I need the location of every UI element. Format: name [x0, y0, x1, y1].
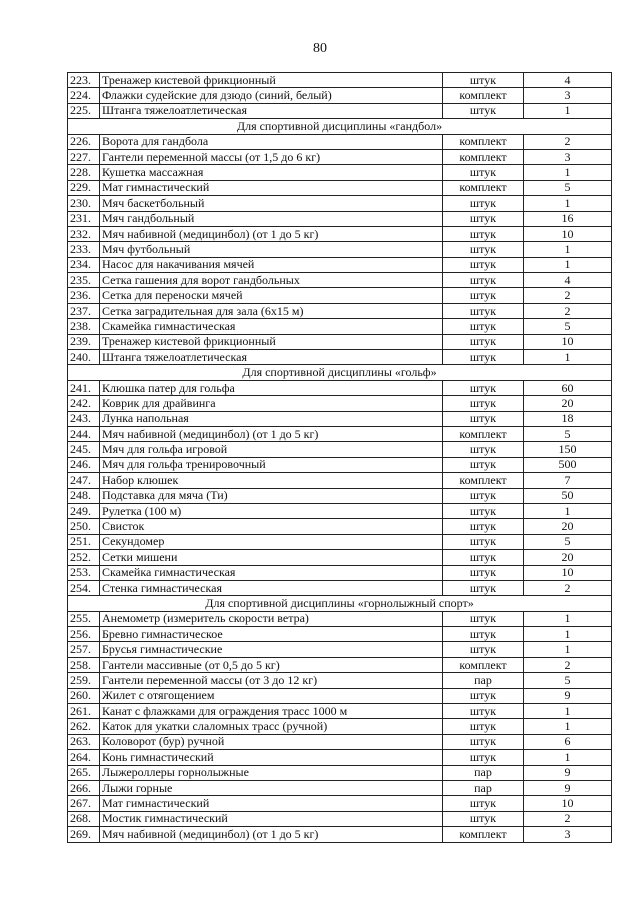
item-unit: штук	[443, 334, 524, 349]
table-row	[68, 457, 612, 472]
item-unit: штук	[443, 288, 524, 303]
item-name: Мяч гандбольный	[100, 211, 443, 226]
item-number: 250.	[68, 519, 100, 534]
item-name: Гантели массивные (от 0,5 до 5 кг)	[100, 657, 443, 672]
item-quantity: 1	[524, 750, 612, 765]
item-quantity: 5	[524, 673, 612, 688]
item-number: 267.	[68, 796, 100, 811]
item-number: 266.	[68, 780, 100, 795]
item-number: 225.	[68, 103, 100, 118]
section-title: Для спортивной дисциплины «горнолыжный спорт»	[68, 596, 612, 611]
item-quantity: 2	[524, 580, 612, 595]
item-name: Коловорот (бур) ручной	[100, 734, 443, 749]
table-row	[68, 611, 612, 626]
item-number: 224.	[68, 88, 100, 103]
item-number: 232.	[68, 226, 100, 241]
item-name: Анемометр (измеритель скорости ветра)	[100, 611, 443, 626]
item-name: Секундомер	[100, 534, 443, 549]
item-quantity: 60	[524, 380, 612, 395]
item-number: 223.	[68, 73, 100, 88]
table-row	[68, 534, 612, 549]
item-name: Жилет с отягощением	[100, 688, 443, 703]
item-quantity: 1	[524, 242, 612, 257]
section-title: Для спортивной дисциплины «гандбол»	[68, 119, 612, 134]
item-unit: комплект	[443, 426, 524, 441]
table-row	[68, 488, 612, 503]
item-quantity: 3	[524, 149, 612, 164]
item-unit: штук	[443, 242, 524, 257]
item-number: 229.	[68, 180, 100, 195]
item-unit: штук	[443, 319, 524, 334]
item-unit: штук	[443, 273, 524, 288]
item-number: 245.	[68, 442, 100, 457]
item-number: 263.	[68, 734, 100, 749]
item-quantity: 1	[524, 165, 612, 180]
item-number: 268.	[68, 811, 100, 826]
table-row	[68, 426, 612, 441]
item-quantity: 18	[524, 411, 612, 426]
item-name: Штанга тяжелоатлетическая	[100, 350, 443, 365]
item-quantity: 10	[524, 226, 612, 241]
item-number: 261.	[68, 704, 100, 719]
item-unit: штук	[443, 211, 524, 226]
item-unit: штук	[443, 627, 524, 642]
item-unit: штук	[443, 226, 524, 241]
item-number: 244.	[68, 426, 100, 441]
item-number: 237.	[68, 303, 100, 318]
item-number: 231.	[68, 211, 100, 226]
item-name: Тренажер кистевой фрикционный	[100, 73, 443, 88]
item-quantity: 5	[524, 180, 612, 195]
item-name: Конь гимнастический	[100, 750, 443, 765]
item-name: Скамейка гимнастическая	[100, 565, 443, 580]
table-row	[68, 350, 612, 365]
item-number: 258.	[68, 657, 100, 672]
item-name: Гантели переменной массы (от 1,5 до 6 кг)	[100, 149, 443, 164]
item-quantity: 2	[524, 303, 612, 318]
item-unit: пар	[443, 780, 524, 795]
item-quantity: 1	[524, 704, 612, 719]
table-row	[68, 442, 612, 457]
item-quantity: 150	[524, 442, 612, 457]
table-row	[68, 103, 612, 118]
item-quantity: 2	[524, 811, 612, 826]
item-quantity: 2	[524, 134, 612, 149]
table-row	[68, 750, 612, 765]
item-unit: штук	[443, 519, 524, 534]
table-row	[68, 134, 612, 149]
item-number: 265.	[68, 765, 100, 780]
item-quantity: 20	[524, 550, 612, 565]
item-unit: штук	[443, 734, 524, 749]
item-number: 226.	[68, 134, 100, 149]
item-name: Сетка для переноски мячей	[100, 288, 443, 303]
section-title: Для спортивной дисциплины «гольф»	[68, 365, 612, 380]
item-number: 262.	[68, 719, 100, 734]
item-name: Коврик для драйвинга	[100, 396, 443, 411]
table-row	[68, 627, 612, 642]
item-quantity: 1	[524, 611, 612, 626]
table-row	[68, 242, 612, 257]
item-number: 233.	[68, 242, 100, 257]
equipment-table	[67, 72, 612, 843]
item-unit: пар	[443, 765, 524, 780]
item-quantity: 1	[524, 627, 612, 642]
item-number: 257.	[68, 642, 100, 657]
table-row	[68, 811, 612, 826]
item-number: 235.	[68, 273, 100, 288]
item-name: Рулетка (100 м)	[100, 503, 443, 518]
item-name: Насос для накачивания мячей	[100, 257, 443, 272]
item-name: Клюшка патер для гольфа	[100, 380, 443, 395]
item-number: 255.	[68, 611, 100, 626]
item-number: 249.	[68, 503, 100, 518]
item-unit: штук	[443, 750, 524, 765]
table-row	[68, 503, 612, 518]
item-unit: штук	[443, 165, 524, 180]
item-number: 236.	[68, 288, 100, 303]
table-row	[68, 273, 612, 288]
item-unit: штук	[443, 396, 524, 411]
item-number: 269.	[68, 827, 100, 842]
item-unit: штук	[443, 811, 524, 826]
item-quantity: 9	[524, 688, 612, 703]
item-name: Каток для укатки слаломных трасс (ручной)	[100, 719, 443, 734]
table-row	[68, 550, 612, 565]
item-quantity: 4	[524, 73, 612, 88]
item-unit: штук	[443, 457, 524, 472]
table-row	[68, 734, 612, 749]
section-header-row	[68, 365, 612, 380]
item-name: Лыжероллеры горнолыжные	[100, 765, 443, 780]
item-unit: штук	[443, 719, 524, 734]
item-name: Лунка напольная	[100, 411, 443, 426]
item-name: Ворота для гандбола	[100, 134, 443, 149]
item-number: 227.	[68, 149, 100, 164]
item-quantity: 6	[524, 734, 612, 749]
table-row	[68, 288, 612, 303]
item-unit: штук	[443, 103, 524, 118]
item-quantity: 9	[524, 780, 612, 795]
item-name: Бревно гимнастическое	[100, 627, 443, 642]
table-row	[68, 334, 612, 349]
item-quantity: 5	[524, 534, 612, 549]
table-row	[68, 657, 612, 672]
item-name: Скамейка гимнастическая	[100, 319, 443, 334]
item-quantity: 1	[524, 503, 612, 518]
table-row	[68, 688, 612, 703]
item-name: Лыжи горные	[100, 780, 443, 795]
page-number: 80	[313, 41, 327, 56]
table-row	[68, 257, 612, 272]
item-number: 241.	[68, 380, 100, 395]
item-quantity: 500	[524, 457, 612, 472]
item-quantity: 20	[524, 396, 612, 411]
item-quantity: 5	[524, 426, 612, 441]
item-quantity: 1	[524, 719, 612, 734]
item-name: Мяч для гольфа тренировочный	[100, 457, 443, 472]
item-quantity: 10	[524, 565, 612, 580]
table-row	[68, 411, 612, 426]
table-row	[68, 565, 612, 580]
item-number: 247.	[68, 473, 100, 488]
table-row	[68, 473, 612, 488]
table-row	[68, 673, 612, 688]
table-row	[68, 149, 612, 164]
item-unit: комплект	[443, 149, 524, 164]
table-row	[68, 73, 612, 88]
table-row	[68, 303, 612, 318]
item-quantity: 10	[524, 796, 612, 811]
item-unit: пар	[443, 673, 524, 688]
item-quantity: 1	[524, 103, 612, 118]
item-unit: штук	[443, 350, 524, 365]
item-name: Тренажер кистевой фрикционный	[100, 334, 443, 349]
item-unit: штук	[443, 196, 524, 211]
section-header-row	[68, 596, 612, 611]
item-unit: комплект	[443, 88, 524, 103]
item-quantity: 1	[524, 350, 612, 365]
item-unit: комплект	[443, 180, 524, 195]
item-quantity: 7	[524, 473, 612, 488]
item-number: 252.	[68, 550, 100, 565]
item-unit: штук	[443, 550, 524, 565]
item-name: Мяч для гольфа игровой	[100, 442, 443, 457]
item-name: Подставка для мяча (Ти)	[100, 488, 443, 503]
item-unit: штук	[443, 611, 524, 626]
item-quantity: 9	[524, 765, 612, 780]
item-name: Сетка гашения для ворот гандбольных	[100, 273, 443, 288]
item-quantity: 10	[524, 334, 612, 349]
item-quantity: 5	[524, 319, 612, 334]
table-row	[68, 580, 612, 595]
item-quantity: 4	[524, 273, 612, 288]
item-unit: штук	[443, 73, 524, 88]
table-row	[68, 780, 612, 795]
item-name: Стенка гимнастическая	[100, 580, 443, 595]
item-unit: штук	[443, 503, 524, 518]
item-unit: штук	[443, 411, 524, 426]
item-unit: штук	[443, 303, 524, 318]
table-row	[68, 380, 612, 395]
item-number: 254.	[68, 580, 100, 595]
item-number: 230.	[68, 196, 100, 211]
item-quantity: 2	[524, 657, 612, 672]
item-number: 248.	[68, 488, 100, 503]
item-quantity: 3	[524, 88, 612, 103]
item-number: 256.	[68, 627, 100, 642]
item-unit: комплект	[443, 134, 524, 149]
item-unit: штук	[443, 580, 524, 595]
item-number: 242.	[68, 396, 100, 411]
equipment-table-body	[68, 73, 612, 843]
item-quantity: 2	[524, 288, 612, 303]
table-row	[68, 796, 612, 811]
item-name: Мяч набивной (медицинбол) (от 1 до 5 кг)	[100, 827, 443, 842]
item-name: Мяч набивной (медицинбол) (от 1 до 5 кг)	[100, 226, 443, 241]
table-row	[68, 642, 612, 657]
item-name: Штанга тяжелоатлетическая	[100, 103, 443, 118]
table-row	[68, 827, 612, 842]
table-row	[68, 211, 612, 226]
item-unit: комплект	[443, 657, 524, 672]
table-row	[68, 519, 612, 534]
item-name: Канат с флажками для ограждения трасс 1000 м	[100, 704, 443, 719]
item-unit: штук	[443, 796, 524, 811]
item-name: Мяч баскетбольный	[100, 196, 443, 211]
table-row	[68, 765, 612, 780]
item-name: Набор клюшек	[100, 473, 443, 488]
table-row	[68, 196, 612, 211]
item-number: 259.	[68, 673, 100, 688]
item-number: 238.	[68, 319, 100, 334]
item-quantity: 1	[524, 196, 612, 211]
item-unit: штук	[443, 642, 524, 657]
item-unit: штук	[443, 565, 524, 580]
item-number: 251.	[68, 534, 100, 549]
table-row	[68, 226, 612, 241]
item-name: Сетки мишени	[100, 550, 443, 565]
item-unit: штук	[443, 488, 524, 503]
table-row	[68, 180, 612, 195]
item-number: 253.	[68, 565, 100, 580]
table-row	[68, 319, 612, 334]
item-number: 228.	[68, 165, 100, 180]
table-row	[68, 165, 612, 180]
item-unit: штук	[443, 534, 524, 549]
item-quantity: 50	[524, 488, 612, 503]
table-row	[68, 704, 612, 719]
item-name: Свисток	[100, 519, 443, 534]
item-unit: штук	[443, 688, 524, 703]
item-unit: штук	[443, 380, 524, 395]
item-name: Гантели переменной массы (от 3 до 12 кг)	[100, 673, 443, 688]
item-unit: комплект	[443, 827, 524, 842]
table-row	[68, 396, 612, 411]
item-name: Кушетка массажная	[100, 165, 443, 180]
item-name: Мяч футбольный	[100, 242, 443, 257]
item-name: Брусья гимнастические	[100, 642, 443, 657]
item-quantity: 16	[524, 211, 612, 226]
item-number: 246.	[68, 457, 100, 472]
item-quantity: 1	[524, 642, 612, 657]
item-number: 240.	[68, 350, 100, 365]
item-unit: комплект	[443, 473, 524, 488]
item-number: 260.	[68, 688, 100, 703]
item-quantity: 1	[524, 257, 612, 272]
item-unit: штук	[443, 442, 524, 457]
item-name: Флажки судейские для дзюдо (синий, белый)	[100, 88, 443, 103]
item-quantity: 20	[524, 519, 612, 534]
section-header-row	[68, 119, 612, 134]
item-number: 264.	[68, 750, 100, 765]
item-name: Мат гимнастический	[100, 796, 443, 811]
item-name: Сетка заградительная для зала (6х15 м)	[100, 303, 443, 318]
item-number: 239.	[68, 334, 100, 349]
item-number: 234.	[68, 257, 100, 272]
item-number: 243.	[68, 411, 100, 426]
table-row	[68, 719, 612, 734]
item-name: Мяч набивной (медицинбол) (от 1 до 5 кг)	[100, 426, 443, 441]
item-quantity: 3	[524, 827, 612, 842]
table-row	[68, 88, 612, 103]
item-name: Мат гимнастический	[100, 180, 443, 195]
item-unit: штук	[443, 704, 524, 719]
item-name: Мостик гимнастический	[100, 811, 443, 826]
item-unit: штук	[443, 257, 524, 272]
